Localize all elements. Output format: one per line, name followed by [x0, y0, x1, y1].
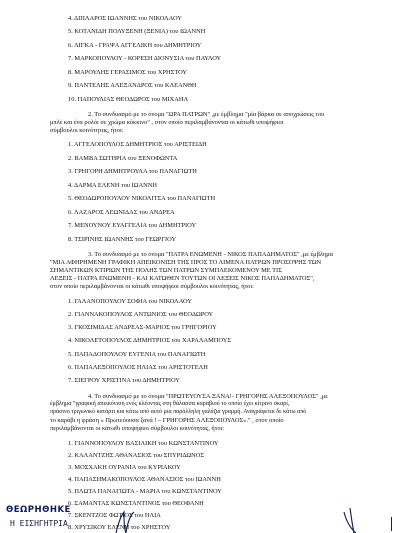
- paragraph-line: 2. Το συνδυασμό με το όνομα "ΩΡΑ ΠΑΤΡΩΝ" ,με έμβλημα "μία βάρκα σε αποχρώσεις του: [88, 111, 325, 118]
- list-item: 7. ΜΕΝΟΥΝΟΥ ΕΥΑΓΓΕΛΙΑ του ΔΗΜΗΤΡΙΟΥ: [68, 222, 197, 229]
- paragraph-line: στον οποίο περιλαμβάνονται οι κάτωθι υποψήφιοι σύμβουλοι κοινότητας, ήτοι:: [50, 283, 254, 290]
- signature-mark: [116, 512, 134, 533]
- list-item: 1. ΑΓΓΕΛΟΠΟΥΛΟΣ ΔΗΜΗΤΡΙΟΣ του ΑΡΙΣΤΕΙΔΗ: [68, 141, 207, 148]
- paragraph-line: μπλε και ένα ρολόι σε χρώμα κόκκινο" , στον οποίο περιλαμβάνονται οι κάτωθι υποψήφιοι: [50, 119, 284, 126]
- list-item: 5. ΘΕΟΔΩΡΟΠΟΥΛΟΥ ΝΙΚΟΛΙΤΣΑ του ΠΑΝΑΓΙΩΤΗ: [68, 195, 216, 202]
- paragraph-line: ΣΗΜΑΝΤΙΚΩΝ ΚΤΙΡΙΩΝ ΤΗΣ ΠΟΛΗΣ ΤΩΝ ΠΑΤΡΩΝ ΣΥΜΠΛΕΚΟΜΕΝΟΥ ΜΕ ΤΙΣ: [50, 267, 282, 274]
- list-item: 6. ΣΑΜΑΝΤΑΣ ΚΩΝΣΤΑΝΤΙΝΟΣ του ΘΕΟΦΑΝΗ: [68, 500, 204, 507]
- list-item: 4. ΝΙΚΟΛΕΤΟΠΟΥΛΟΣ ΔΗΜΗΤΡΙΟΣ του ΧΑΡΑΛΑΜΠΟΥΣ: [68, 337, 232, 344]
- list-item: 7. ΣΚΕΝΤΖΟΣ ΦΩΤΙΟΣ του ΗΛΙΑ: [68, 512, 161, 519]
- list-item: 3. ΓΡΗΓΟΡΗ ΔΗΜΗΤΡΟΥΛΑ του ΠΑΝΑΓΙΩΤΗ: [68, 168, 197, 175]
- list-item: 2. ΚΑΛΑΝΤΖΗΣ ΑΘΑΝΑΣΙΟΣ του ΣΠΥΡΙΔΩΝΟΣ: [68, 452, 205, 459]
- paragraph-line: ΛΕΞΕΙΣ - ΠΑΤΡΑ ΕΝΩΜΕΝΗ - ΚΑΙ ΚΑΤΩΘΕΝ ΤΟΥΤΩΝ ΟΙ ΛΕΞΕΙΣ ΝΙΚΟΣ ΠΑΠΑΔΗΜΑΤΟΣ",: [50, 275, 315, 282]
- paragraph-line: περιλαμβάνονται οι κάτωθι υποψήφιοι σύμβουλοι κοινότητας, ήτοι:: [50, 425, 225, 432]
- paragraph-line: 4. Το συνδυασμό με το όνομα "ΠΡΩΤΕΥΟΥΣΑ ΞΑΝΑ!- ΓΡΗΓΟΡΗΣ ΑΛΕΞΟΠΟΥΛΟΣ" ,με: [88, 393, 328, 400]
- paragraph-line: έμβλημα "γραφική απεικόνιση ενός κλέοντας στη θάλασσα καραβιού το οποίο έχει κίτρινο σκαρί,: [50, 401, 290, 407]
- list-item: 9. ΠΑΝΤΕΛΗΣ ΑΛΕΞΑΝΔΡΟΣ του ΚΛΕΑΝΘΗ: [68, 82, 197, 89]
- list-item: 7. ΜΑΡΚΟΠΟΥΛΟΥ - ΚΟΡΕΣΗ ΔΙΟΝΥΣΙΑ του ΠΑΥΛΟΥ: [68, 55, 222, 62]
- list-item: 8. ΜΑΡΟΥΛΗΣ ΓΕΡΑΣΙΜΟΣ του ΧΡΗΣΤΟΥ: [68, 69, 188, 76]
- list-item: 5. ΠΛΩΤΑ ΠΑΝΑΓΙΩΤΑ - ΜΑΡΙΑ του ΚΩΝΣΤΑΝΤΙΝΟΥ: [68, 488, 222, 495]
- list-item: 2. ΓΙΑΝΝΑΚΟΠΟΥΛΟΣ ΑΝΤΩΝΙΟΣ του ΘΕΟΔΩΡΟΥ: [68, 311, 214, 318]
- list-item: 6. ΠΑΠΑΛΕΞΟΠΟΥΛΟΣ ΗΛΙΑΣ του ΑΡΙΣΤΟΤΕΛΗ: [68, 364, 208, 371]
- signature-mark: [344, 508, 356, 533]
- list-item: 5. ΚΟΤΑΝΙΔΗ ΠΟΛΥΞΕΝΗ (ΞΕΝΙΑ) του ΙΩΑΝΝΗ: [68, 28, 206, 35]
- paragraph-line: 3. Το συνδυασμό με το όνομα "ΠΑΤΡΑ ΕΝΩΜΕΝΗ - ΝΙΚΟΣ ΠΑΠΑΔΗΜΑΤΟΣ" ,με έμβλημα: [88, 251, 334, 258]
- list-item: 5. ΠΑΠΑΔΟΠΟΥΛΟΥ ΕΥΓΕΝΙΑ του ΠΑΝΑΓΙΩΤΗ: [68, 351, 206, 358]
- paragraph-line: "ΜΙΑ ΑΦΗΡΗΜΕΝΗ ΓΡΑΦΙΚΗ ΑΠΕΙΚΟΝΙΣΗ ΤΗΣ ΠΡΟΣ ΤΟ ΛΙΜΕΝΑ ΠΑΤΡΩΝ ΠΡΟΣΟΨΗΣ ΤΩΝ: [50, 259, 322, 266]
- list-item: 2. ΒΑΜΒΑ ΣΩΤΗΡΙΑ του ΞΕΝΟΦΩΝΤΑ: [68, 155, 178, 162]
- list-item: 8. ΤΣΙΡΙΝΗΣ ΙΩΑΝΝΗΣ του ΓΕΩΡΓΙΟΥ: [68, 236, 177, 243]
- list-item: 3. ΜΟΣΧΑΚΗ ΟΥΡΑΝΙΑ του ΚΥΡΙΑΚΟΥ: [68, 464, 181, 471]
- list-item: 7. ΣΙΕΓΡΟΥ ΧΡΙΣΤΙΝΑ του ΔΗΜΗΤΡΙΟΥ: [68, 377, 180, 384]
- list-item: 3. ΓΚΟΣΙΜΙΔΑΣ ΑΝΔΡΕΑΣ-ΜΑΡΙΟΣ του ΓΡΗΓΟΡΙΟΥ: [68, 324, 217, 331]
- list-item: 4. ΔΑΡΜΑ ΕΛΕΝΗ του ΙΩΑΝΝΗ: [68, 182, 157, 189]
- list-item: 1. ΓΙΑΝΝΟΠΟΥΛΟΥ ΒΑΣΙΛΙΚΗ του ΚΩΝΣΤΑΝΤΙΝΟΥ: [68, 440, 219, 447]
- list-item: 10. ΠΑΠΟΥΛΙΑΣ ΘΕΟΔΩΡΟΣ του ΜΙΧΑΗΛ: [68, 96, 189, 103]
- paragraph-line: σύμβουλοι κοινότητας, ήτοι:: [50, 127, 124, 134]
- list-item: 8. ΧΡΥΣΙΚΟΥ ΕΛΕΝΗ του ΧΡΗΣΤΟΥ: [68, 524, 171, 531]
- paragraph-line: το καράβι η φράση « Πρωτεύουσα ξανά ! – ΓΡΗΓΟΡΗΣ ΑΛΕΞΟΠΟΥΛΟΣ»." , στον οποίο: [50, 417, 284, 424]
- stamp-line-rapporteur: Η ΕΙΣΗΓΗΤΡΙΑ: [10, 519, 68, 528]
- list-item: 4. ΔΙΠΛΑΡΟΣ ΙΩΑΝΝΗΣ του ΝΙΚΟΛΑΟΥ: [68, 15, 182, 22]
- list-item: 1. ΓΑΛΑΝΟΠΟΥΛΟΥ ΣΟΦΙΑ του ΝΙΚΟΛΑΟΥ: [68, 298, 192, 305]
- list-item: 6. ΛΑΖΑΡΟΣ ΛΕΩΝΙΔΑΣ του ΑΝΔΡΕΑ: [68, 209, 175, 216]
- stamp-line-approved: ΘΕΩΡΗΘΗΚΕ: [6, 505, 71, 515]
- paragraph-line: πράσινο τριγωνικό κατάρτι και κάτω από αυτό μια παράλληλη γαλάζια γραμμή. Αναγράφεται δε κάτω από: [50, 409, 307, 415]
- list-item: 4. ΠΑΠΑΣΗΜΑΚΟΠΟΥΛΟΣ ΑΘΑΝΑΣΙΟΣ του ΙΩΑΝΝΗ: [68, 476, 221, 483]
- page-edge-mark: [391, 517, 398, 531]
- list-item: 6. ΛΙΓΚΑ - ΓΡΑΨΑ ΑΓΓΕΛΙΚΗ του ΔΗΜΗΤΡΙΟΥ: [68, 42, 202, 49]
